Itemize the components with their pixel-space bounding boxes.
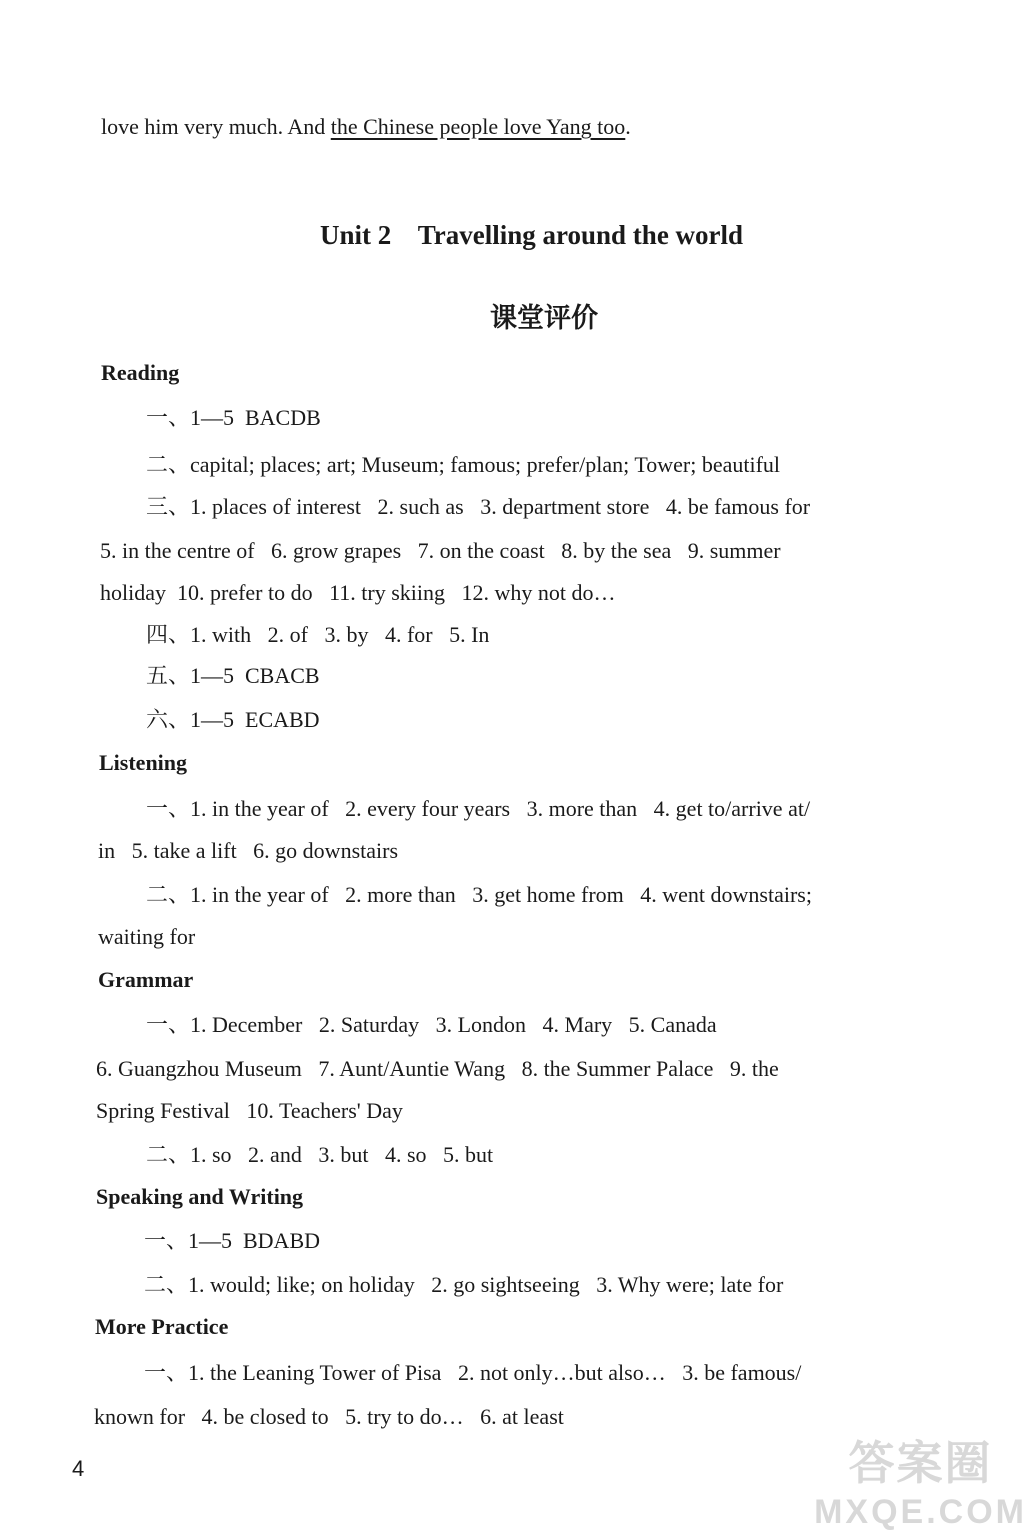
reading-q3-line2: 5. in the centre of 6. grow grapes 7. on the coast 8. by the sea 9. summer	[100, 538, 781, 563]
more-q1-line1: 一、1. the Leaning Tower of Pisa 2. not only…but also… 3. be famous/	[144, 1360, 802, 1385]
intro-line	[101, 114, 631, 140]
reading-q2: 二、capital; places; art; Museum; famous; prefer/plan; Tower; beautiful	[146, 452, 781, 477]
intro-underlined: the Chinese people love Yang too	[330, 114, 626, 139]
grammar-q2: 二、1. so 2. and 3. but 4. so 5. but	[146, 1142, 494, 1167]
reading-q4: 四、1. with 2. of 3. by 4. for 5. In	[146, 622, 490, 647]
grammar-heading: Grammar	[98, 967, 194, 992]
watermark-logo: 答案圈	[848, 1437, 993, 1489]
more-practice-heading: More Practice	[95, 1314, 229, 1339]
listening-q2-line2: waiting for	[98, 924, 196, 949]
speaking-heading: Speaking and Writing	[96, 1184, 304, 1209]
section-subtitle: 课堂评价	[490, 303, 598, 334]
more-q1-line2: known for 4. be closed to 5. try to do… 6. at least	[94, 1404, 564, 1429]
listening-heading: Listening	[99, 750, 188, 775]
speaking-q2: 二、1. would; like; on holiday 2. go sightseeing 3. Why were; late for	[144, 1272, 784, 1297]
grammar-q1-line1: 一、1. December 2. Saturday 3. London 4. Mary 5. Canada	[146, 1012, 717, 1037]
watermark	[814, 1427, 1027, 1532]
reading-q5: 五、1—5 CBACB	[146, 663, 320, 688]
unit-title: Unit 2 Travelling around the world	[320, 220, 744, 250]
grammar-q1-line3: Spring Festival 10. Teachers' Day	[96, 1098, 403, 1123]
reading-q6: 六、1—5 ECABD	[146, 707, 320, 732]
watermark-url: MXQE.COM	[814, 1493, 1027, 1531]
page-number: 4	[72, 1456, 85, 1481]
intro-plain: love him very much. And	[101, 114, 331, 139]
listening-q1-line1: 一、1. in the year of 2. every four years 3. more than 4. get to/arrive at/	[146, 796, 811, 821]
intro-end: .	[625, 114, 631, 139]
speaking-q1: 一、1—5 BDABD	[144, 1228, 321, 1253]
reading-q3-line3: holiday 10. prefer to do 11. try skiing 12. why not do…	[100, 580, 616, 605]
grammar-q1-line2: 6. Guangzhou Museum 7. Aunt/Auntie Wang 8. the Summer Palace 9. the	[96, 1056, 779, 1081]
reading-q3-line1: 三、1. places of interest 2. such as 3. department store 4. be famous for	[146, 494, 811, 519]
reading-q1: 一、1—5 BACDB	[146, 405, 321, 430]
listening-q1-line2: in 5. take a lift 6. go downstairs	[98, 838, 399, 863]
listening-q2-line1: 二、1. in the year of 2. more than 3. get home from 4. went downstairs;	[146, 882, 812, 907]
reading-heading: Reading	[101, 360, 180, 385]
